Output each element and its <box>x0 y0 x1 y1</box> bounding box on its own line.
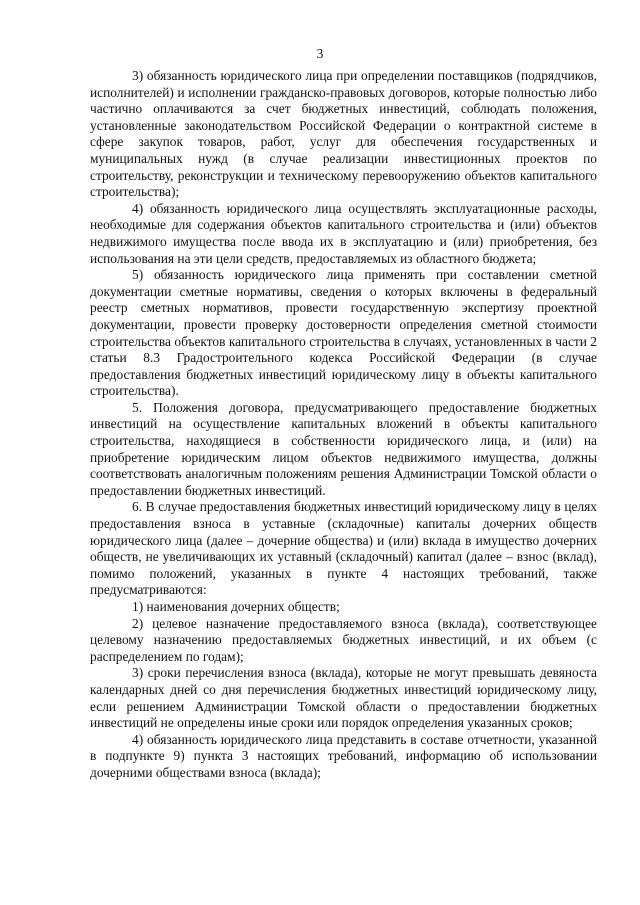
paragraph-item-4: 4) обязанность юридического лица осуществлять эксплуатационные расходы, необходимые для содержания объектов капитального строительства и (или) объектов недвижимого имущества после ввода их в эксплуатацию и (или) приобретения, без использования на эти цели средств, предоставляемых из областного бюджета; <box>90 200 597 266</box>
paragraph-subitem-2: 2) целевое назначение предоставляемого взноса (вклада), соответствующее целевому назначению предоставляемых бюджетных инвестиций, и их объем (с распределением по годам); <box>90 615 597 664</box>
paragraph-subitem-3: 3) сроки перечисления взноса (вклада), которые не могут превышать девяноста календарных дней со дня перечисления бюджетных инвестиций юридическому лицу, если решением Администрации Томской области о предоставлении бюджетных инвестиций не определены иные сроки или порядок определения указанных сроков; <box>90 665 597 731</box>
paragraph-subitem-4: 4) обязанность юридического лица представить в составе отчетности, указанной в подпункте 9) пункта 3 настоящих требований, информацию об использовании дочерними обществами взноса (вклада); <box>90 731 597 780</box>
paragraph-item-5: 5) обязанность юридического лица применять при составлении сметной документации сметные нормативы, сведения о которых включены в федеральный реестр сметных нормативов, провести государственную экспертизу проектной документации, провести проверку достоверности определения сметной стоимости строительства объектов капитального строительства в случаях, установленных в части 2 статьи 8.3 Градостроительного кодекса Российской Федерации (в случае предоставления бюджетных инвестиций юридическому лицу в объекты капитального строительства). <box>90 267 597 399</box>
page-number: 3 <box>316 46 324 61</box>
paragraph-clause-6: 6. В случае предоставления бюджетных инвестиций юридическому лицу в целях предоставления взноса в уставные (складочные) капиталы дочерних обществ юридического лица (далее – дочерние общества) и (или) вклада в имущество дочерних обществ, не увеличивающих их уставный (складочный) капитал (далее – взнос (вклад), помимо положений, указанных в пункте 4 настоящих требований, также предусматриваются: <box>90 499 597 598</box>
paragraph-subitem-1: 1) наименования дочерних обществ; <box>132 599 340 614</box>
paragraph-item-3: 3) обязанность юридического лица при определении поставщиков (подрядчиков, исполнителей) и исполнении гражданско-правовых договоров, которые полностью либо частично оплачиваются за счет бюджетных инвестиций, соблюдать положения, установленные законодательством Российской Федерации о контрактной системе в сфере закупок товаров, работ, услуг для обеспечения государственных и муниципальных нужд (в случае реализации инвестиционных проектов по строительству, реконструкции и техническому перевооружению объектов капитального строительства); <box>90 68 597 200</box>
document-body <box>90 68 597 782</box>
paragraph-clause-5: 5. Положения договора, предусматривающего предоставление бюджетных инвестиций на осуществление капитальных вложений в объекты капитального строительства, находящиеся в собственности юридического лица, и (или) на приобретение юридическим лицом объектов недвижимого имущества, должны соответствовать аналогичным положениям решения Администрации Томской области о предоставлении бюджетных инвестиций. <box>90 399 597 498</box>
